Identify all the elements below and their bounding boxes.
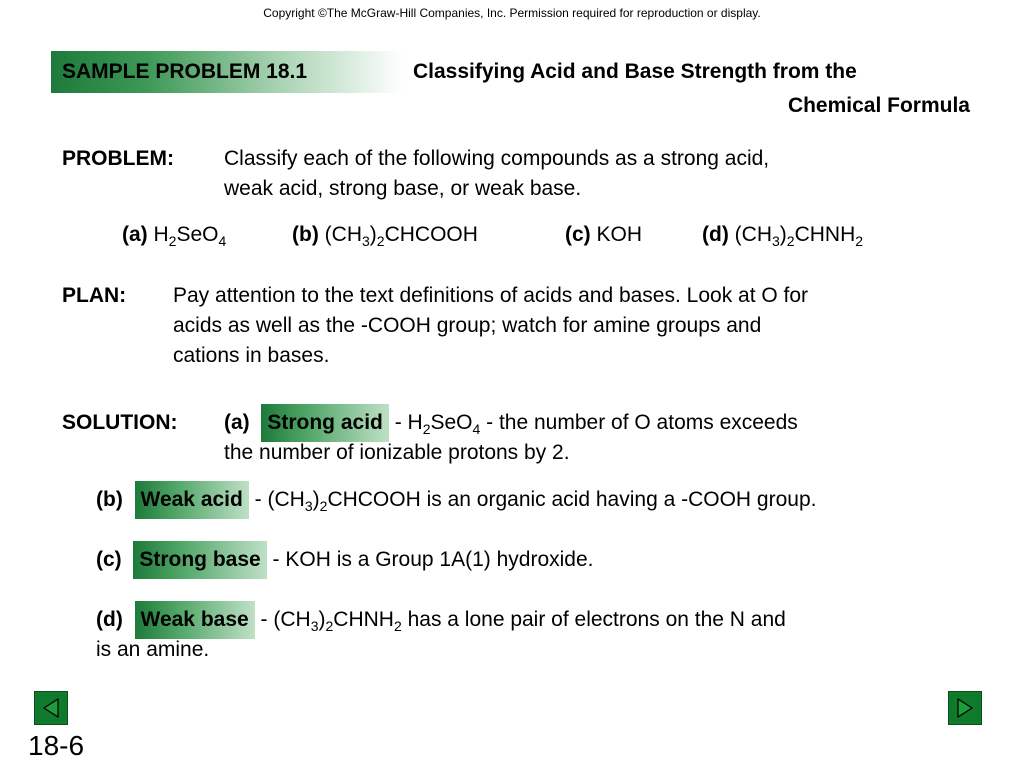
compound-d: (d) $(CH_3)_2CHNH_2$ (702, 223, 864, 249)
slide-number: 18-6 (28, 730, 85, 761)
plan-label: PLAN: (62, 284, 127, 307)
highlight-strong-base: Strong base (133, 541, 266, 579)
solution-a: (a) Strong acid - $H_2SeO_4$ - the number of O atoms exceeds the number of ionizable protons by 2. (224, 408, 798, 468)
triangle-right-icon (954, 697, 976, 719)
problem-line1: Classify each of the following compounds as a strong acid, (224, 147, 770, 170)
solution-b: (b) Weak acid - $(CH_3)_2CHCOOH$ is an organic acid having a -COOH group. (96, 485, 816, 515)
problem-text (224, 144, 769, 204)
highlight-weak-acid: Weak acid (135, 481, 249, 519)
previous-slide-button[interactable] (34, 691, 68, 725)
problem-title-line2: Chemical Formula (787, 94, 970, 117)
sample-problem-label: SAMPLE PROBLEM 18.1 (62, 60, 308, 83)
compound-b: (b) $(CH_3)_2CHCOOH$ (292, 223, 478, 249)
plan-line2: acids as well as the -COOH group; watch for amine groups and (173, 314, 762, 337)
next-slide-button[interactable] (948, 691, 982, 725)
highlight-strong-acid: Strong acid (261, 404, 389, 442)
problem-label: PROBLEM: (62, 147, 174, 170)
plan-text (173, 281, 808, 371)
triangle-left-icon (40, 697, 62, 719)
copyright-notice: Copyright ©The McGraw-Hill Companies, Inc. Permission required for reproduction or display. (263, 6, 761, 20)
solution-a-line2: the number of ionizable protons by 2. (224, 441, 570, 464)
plan-line3: cations in bases. (173, 344, 330, 367)
solution-d-line2: is an amine. (96, 638, 210, 661)
plan-line1: Pay attention to the text definitions of acids and bases. Look at O for (173, 284, 809, 307)
problem-title-line1: Classifying Acid and Base Strength from the (413, 60, 857, 83)
compound-a: (a) $H_2SeO_4$ (122, 223, 227, 249)
problem-line2: weak acid, strong base, or weak base. (224, 177, 582, 200)
solution-d: (d) Weak base - $(CH_3)_2CHNH_2$ has a lone pair of electrons on the N and is an amine. (96, 605, 786, 665)
highlight-weak-base: Weak base (135, 601, 255, 639)
solution-c: (c) Strong base - KOH is a Group 1A(1) hydroxide. (96, 545, 594, 575)
solution-label: SOLUTION: (62, 411, 178, 434)
compound-c: (c) KOH (565, 223, 643, 246)
